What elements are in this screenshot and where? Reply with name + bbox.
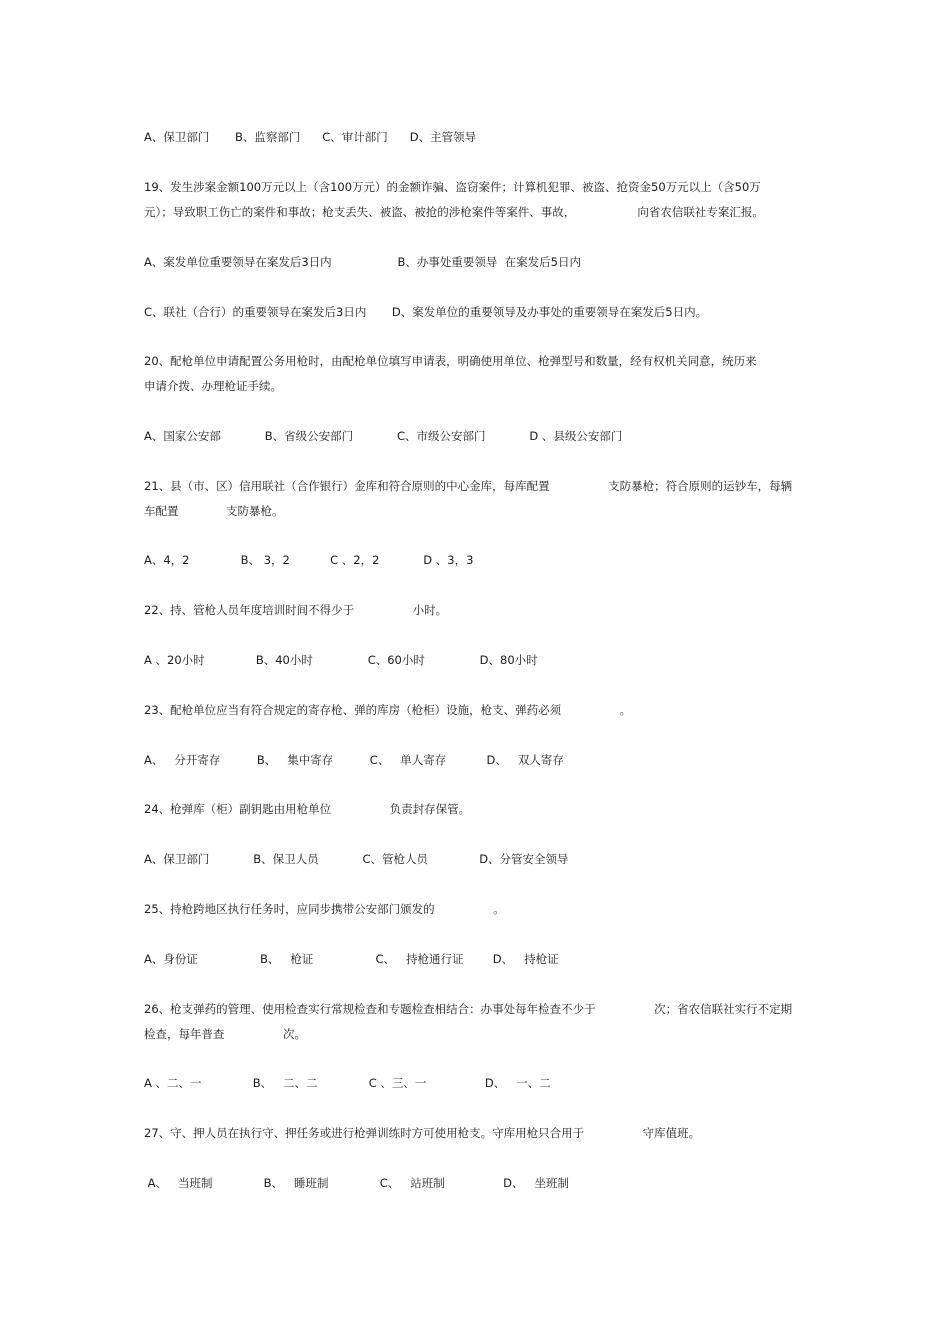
q21-options: A、4，2 B、 3，2 C 、2，2 D 、3，3: [144, 553, 474, 567]
q22-text: 22、持、管枪人员年度培训时间不得少于 小时。: [144, 603, 448, 617]
q20-text-line1: 20、配枪单位申请配置公务用枪时，由配枪单位填写申请表，明确使用单位、枪弹型号和数量，经有权机关同意，统历来: [144, 354, 757, 368]
q25-text: 25、持枪跨地区执行任务时，应同步携带公安部门颁发的 。: [144, 902, 505, 916]
q22-options: A 、20小时 B、40小时 C、60小时 D、80小时: [144, 653, 538, 667]
q18-options: A、保卫部门 B、监察部门 C、审计部门 D、主管领导: [144, 130, 477, 144]
q19-options-ab: A、案发单位重要领导在案发后3日内 B、办事处重要领导 在案发后5日内: [144, 255, 581, 269]
q23-options: A、 分开寄存 B、 集中寄存 C、 单人寄存 D、 双人寄存: [144, 753, 564, 767]
q20-text-line2: 申请介拨、办理枪证手续。: [144, 379, 282, 393]
q21-text-line1: 21、县（市、区）信用联社（合作银行）金库和符合原则的中心金库，每库配置 支防暴枪；符合原则的运钞车，每辆: [144, 479, 793, 493]
q19-text-line1: 19、发生涉案金额100万元以上（含100万元）的金额诈骗、盗窃案件；计算机犯罪、被盗、抢资金50万元以上（含50万: [144, 180, 761, 194]
q27-text: 27、守、押人员在执行守、押任务或进行枪弹训练时方可使用枪支。守库用枪只合用于 守库值班。: [144, 1126, 701, 1140]
q26-options: A 、二、一 B、 二、二 C 、三、一 D、 一、二: [144, 1076, 551, 1090]
q27-options: A、 当班制 B、 睡班制 C、 站班制 D、 坐班制: [144, 1176, 570, 1190]
q19-options-cd: C、联社（合行）的重要领导在案发后3日内 D、案发单位的重要领导及办事处的重要领导在案发后5日内。: [144, 305, 708, 319]
q19-text-line2: 元）；导致职工伤亡的案件和事故；枪支丢失、被盗、被抢的涉枪案件等案件、事故， 向省农信联社专案汇报。: [144, 205, 764, 219]
q24-options: A、保卫部门 B、保卫人员 C、管枪人员 D、分管安全领导: [144, 852, 569, 866]
q26-text-line1: 26、枪支弹药的管理、使用检查实行常规检查和专题检查相结合：办事处每年检查不少于 次；省农信联社实行不定期: [144, 1002, 793, 1016]
q24-text: 24、枪弹库（柜）副钥匙由用枪单位 负责封存保管。: [144, 802, 471, 816]
q20-options: A、国家公安部 B、省级公安部门 C、市级公安部门 D 、县级公安部门: [144, 429, 623, 443]
q23-text: 23、配枪单位应当有符合规定的寄存枪、弹的库房（枪柜）设施，枪支、弹药必须 。: [144, 703, 632, 717]
q26-text-line2: 检查，每年普查 次。: [144, 1027, 306, 1041]
q25-options: A、身份证 B、 枪证 C、 持枪通行证 D、 持枪证: [144, 952, 559, 966]
q21-text-line2: 车配置 支防暴枪。: [144, 504, 284, 518]
